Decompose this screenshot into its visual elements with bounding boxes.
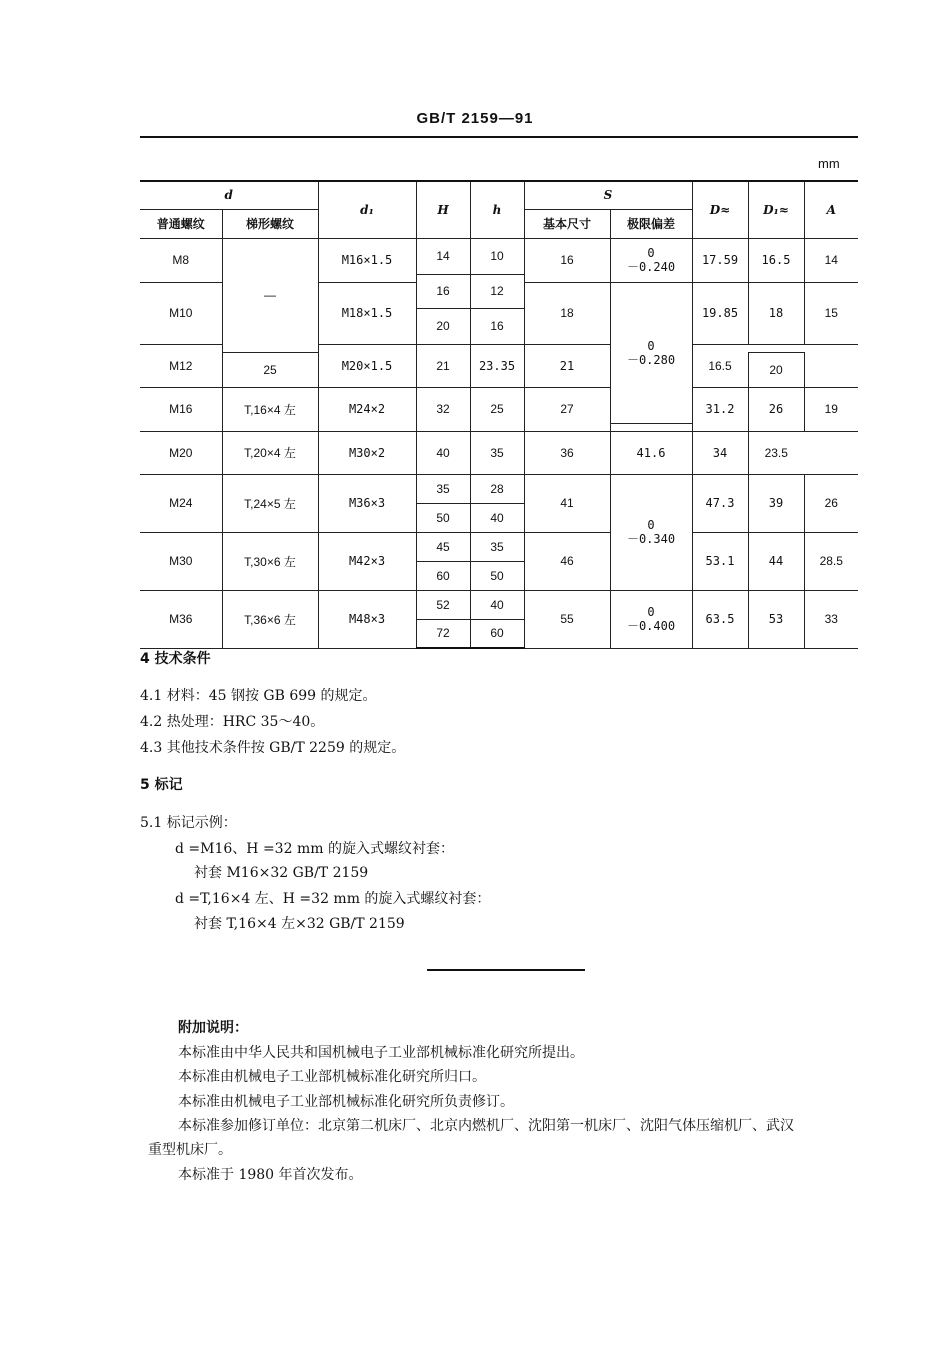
cell-A: 28.5 (804, 532, 858, 590)
cell-H: 32 (416, 387, 470, 431)
appendix-line: 本标准由机械电子工业部机械标准化研究所负责修订。 (178, 1094, 514, 1110)
cell-A: 16.5 (692, 344, 748, 387)
example-2-desc: d =T,16×4 左、H =32 mm 的旋入式螺纹衬套： (175, 891, 491, 907)
cell-H: 45 (416, 532, 470, 561)
cell-h: 40 (470, 590, 524, 619)
cell-A: 26 (804, 474, 858, 532)
spec-table (140, 180, 858, 649)
section-4-title: 4 技术条件 (140, 651, 211, 667)
cell-A: 15 (804, 282, 858, 344)
cell-h: 35 (470, 532, 524, 561)
cell-D: 19.85 (692, 282, 748, 344)
header-tolerance: 极限偏差 (610, 209, 692, 238)
cell-h: 60 (470, 619, 524, 648)
page-header: GB/T 2159—91 (416, 110, 534, 127)
cell-S: 18 (524, 282, 610, 344)
header-h: h (470, 181, 524, 238)
cell-trap: T,36×6 左 (222, 590, 318, 648)
cell-H: 50 (416, 503, 470, 532)
tol-lower: －0.280 (626, 352, 676, 367)
tol-upper: 0 (647, 338, 655, 353)
tol-upper: 0 (647, 518, 655, 532)
appendix-title: 附加说明： (178, 1020, 248, 1036)
tol-upper: 0 (647, 246, 655, 260)
cell-trap: T,20×4 左 (222, 431, 318, 474)
appendix-line: 本标准参加修订单位：北京第二机床厂、北京内燃机厂、沈阳第一机床厂、沈阳气体压缩机厂、武汉 (178, 1118, 794, 1134)
cell-h: 28 (470, 474, 524, 503)
unit-label: mm (818, 156, 840, 171)
cell-D1: 16.5 (748, 238, 804, 282)
cell-d1: M48×3 (318, 590, 416, 648)
header-basic-size: 基本尺寸 (524, 209, 610, 238)
cell-d1: M36×3 (318, 474, 416, 532)
cell-S: 21 (416, 344, 470, 387)
cell-H: 35 (416, 474, 470, 503)
cell-h: 25 (470, 387, 524, 431)
cell-trap-dash: — (222, 238, 318, 352)
section-5-1: 5.1 标记示例： (140, 815, 237, 831)
cell-S: 16 (524, 238, 610, 282)
cell-H: 40 (416, 431, 470, 474)
header-d: d (140, 181, 318, 209)
cell-D1: 53 (748, 590, 804, 648)
cell-d1: M16×1.5 (318, 238, 416, 282)
cell-tolerance (610, 474, 692, 590)
cell-d: M24 (140, 474, 222, 532)
appendix-line: 本标准由机械电子工业部机械标准化研究所归口。 (178, 1069, 486, 1085)
cell-D: 31.2 (692, 387, 748, 431)
cell-d1: M18×1.5 (318, 282, 416, 344)
cell-d1: M24×2 (318, 387, 416, 431)
cell-S: 55 (524, 590, 610, 648)
cell-H: 72 (416, 619, 470, 648)
cell-D1: 26 (748, 387, 804, 431)
cell-d1: M42×3 (318, 532, 416, 590)
cell-d: M36 (140, 590, 222, 648)
example-1-desc: d =M16、H =32 mm 的旋入式螺纹衬套： (175, 841, 454, 857)
header-d1: d₁ (318, 181, 416, 238)
cell-d: M20 (140, 431, 222, 474)
cell-h: 12 (470, 274, 524, 308)
cell-h: 10 (470, 238, 524, 274)
cell-D1: 18 (748, 282, 804, 344)
cell-d1: M30×2 (318, 431, 416, 474)
header-D: D≈ (692, 181, 748, 238)
cell-S: 36 (524, 431, 610, 474)
cell-h: 40 (470, 503, 524, 532)
cell-D1: 44 (748, 532, 804, 590)
tol-lower: －0.340 (626, 532, 676, 546)
cell-D: 41.6 (610, 431, 692, 474)
cell-D: 47.3 (692, 474, 748, 532)
header-A: A (804, 181, 858, 238)
cell-tolerance (610, 238, 692, 282)
cell-d1: M20×1.5 (318, 344, 416, 387)
section-4-3: 4.3 其他技术条件按 GB/T 2259 的规定。 (140, 740, 406, 756)
cell-d: M16 (140, 387, 222, 431)
cell-S: 41 (524, 474, 610, 532)
cell-tolerance (610, 590, 692, 648)
cell-H: 20 (416, 308, 470, 344)
tol-upper: 0 (647, 605, 655, 619)
cell-D1: 39 (748, 474, 804, 532)
appendix-line: 本标准由中华人民共和国机械电子工业部机械标准化研究所提出。 (178, 1045, 584, 1061)
end-rule (427, 969, 585, 971)
header-normal-thread: 普通螺纹 (140, 209, 222, 238)
cell-D: 53.1 (692, 532, 748, 590)
cell-d: M10 (140, 282, 222, 344)
cell-D1: 34 (692, 431, 748, 474)
cell-D1: 21 (524, 344, 610, 387)
cell-H: 60 (416, 561, 470, 590)
section-4-2: 4.2 热处理：HRC 35～40。 (140, 714, 325, 730)
cell-A: 23.5 (748, 431, 804, 474)
cell-h: 35 (470, 431, 524, 474)
example-2-mark: 衬套 T,16×4 左×32 GB/T 2159 (194, 916, 405, 932)
cell-h: 20 (748, 352, 804, 387)
cell-H: 14 (416, 238, 470, 274)
cell-h: 50 (470, 561, 524, 590)
cell-A: 33 (804, 590, 858, 648)
section-5-title: 5 标记 (140, 777, 183, 793)
section-4-1: 4.1 材料：45 钢按 GB 699 的规定。 (140, 688, 377, 704)
appendix-line: 本标准于 1980 年首次发布。 (178, 1167, 363, 1183)
cell-D: 63.5 (692, 590, 748, 648)
cell-S: 46 (524, 532, 610, 590)
header-S: S (524, 181, 692, 209)
header-D1: D₁≈ (748, 181, 804, 238)
cell-tolerance (610, 282, 692, 423)
tol-lower: －0.240 (626, 260, 676, 274)
cell-A: 19 (804, 387, 858, 431)
cell-d: M8 (140, 238, 222, 282)
cell-A: 14 (804, 238, 858, 282)
cell-D: 23.35 (470, 344, 524, 387)
cell-d: M12 (140, 344, 222, 387)
cell-D: 17.59 (692, 238, 748, 282)
cell-S: 27 (524, 387, 610, 431)
cell-trap: T,16×4 左 (222, 387, 318, 431)
cell-H: 52 (416, 590, 470, 619)
tol-lower: －0.400 (626, 619, 676, 633)
cell-h: 16 (470, 308, 524, 344)
cell-trap: T,24×5 左 (222, 474, 318, 532)
example-1-mark: 衬套 M16×32 GB/T 2159 (194, 865, 369, 881)
header-rule (140, 136, 858, 138)
appendix-line: 重型机床厂。 (148, 1142, 232, 1158)
cell-d: M30 (140, 532, 222, 590)
header-trapezoidal-thread: 梯形螺纹 (222, 209, 318, 238)
header-H: H (416, 181, 470, 238)
cell-H: 25 (222, 352, 318, 387)
cell-H: 16 (416, 274, 470, 308)
cell-trap: T,30×6 左 (222, 532, 318, 590)
